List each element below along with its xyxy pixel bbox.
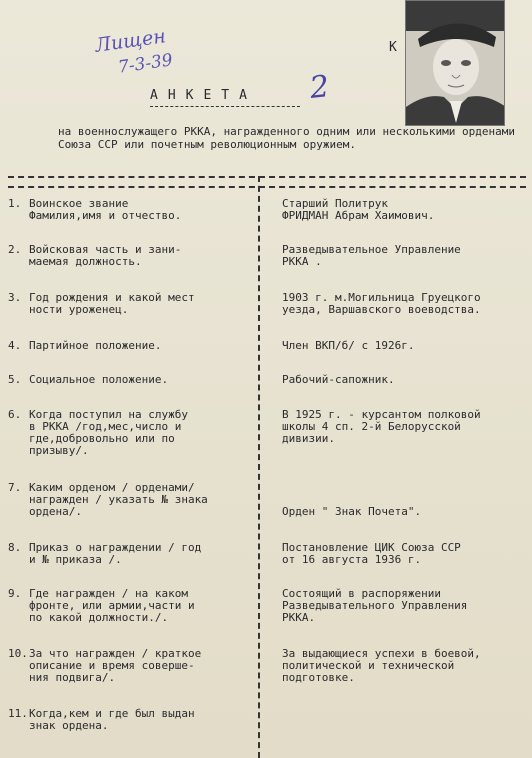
handwritten-name: Лищен — [93, 25, 168, 57]
row-number: 3. — [8, 291, 22, 304]
row-number: 8. — [8, 541, 22, 554]
header-rule-bottom — [8, 186, 526, 188]
row-answer: В 1925 г. - курсантом полковой школы 4 сп. 2-й Белорусской дивизии. — [282, 408, 481, 445]
row-answer: Разведывательное Управление РККА . — [282, 243, 461, 268]
row-answer: Состоящий в распоряжении Разведывательного Управления РККА. — [282, 587, 468, 624]
row-number: 1. — [8, 197, 22, 210]
row-question: За что награжден / краткое описание и время соверше- ния подвига/. — [29, 647, 202, 684]
row-question: Когда поступил на службу в РККА /год,мес,число и где,добровольно или по призыву/. — [29, 408, 188, 457]
row-number: 11. — [8, 707, 28, 720]
row-number: 10. — [8, 647, 28, 660]
row-question: Воинское звание Фамилия,имя и отчество. — [29, 197, 182, 222]
handwritten-number: 2 — [308, 69, 331, 106]
title-underline — [150, 106, 300, 107]
row-number: 9. — [8, 587, 22, 600]
corner-mark: К — [389, 40, 397, 55]
row-question: Где награжден / на каком фронте, или армии,части и по какой должности./. — [29, 587, 195, 624]
row-number: 5. — [8, 373, 22, 386]
row-question: Год рождения и какой мест ности уроженец. — [29, 291, 195, 316]
row-answer: Член ВКП/б/ с 1926г. — [282, 339, 415, 352]
row-question: Партийное положение. — [29, 339, 162, 352]
handwritten-date: 7-3-39 — [116, 50, 174, 78]
row-answer: Старший Политрук ФРИДМАН Абрам Хаимович. — [282, 197, 435, 222]
row-answer: За выдающиеся успехи в боевой, политической и технической подготовке. — [282, 647, 481, 684]
column-divider — [258, 176, 260, 758]
header-rule-top — [8, 176, 526, 178]
row-number: 4. — [8, 339, 22, 352]
row-answer: Орден " Знак Почета". — [282, 505, 422, 518]
row-answer: Постановление ЦИК Союза ССР от 16 августа 1936 г. — [282, 541, 461, 566]
row-answer: 1903 г. м.Могильница Груецкого уезда, Варшавского воеводства. — [282, 291, 481, 316]
portrait-photo-image — [406, 1, 505, 126]
row-question: Приказ о награждении / год и № приказа /. — [29, 541, 202, 566]
row-question: Каким орденом / орденами/ награжден / указать № знака ордена/. — [29, 481, 208, 518]
document-title: АНКЕТА — [150, 88, 257, 103]
row-question: Социальное положение. — [29, 373, 169, 386]
portrait-photo — [405, 0, 505, 126]
row-answer: Рабочий-сапожник. — [282, 373, 395, 386]
row-question: Когда,кем и где был выдан знак ордена. — [29, 707, 195, 732]
row-number: 7. — [8, 481, 22, 494]
row-question: Войсковая часть и зани- маемая должность. — [29, 243, 182, 268]
document-subtitle: на военнослужащего РККА, награжденного одним или несколькими орденами Союза ССР или почетным революционным оружием. — [58, 125, 515, 151]
row-number: 6. — [8, 408, 22, 421]
row-number: 2. — [8, 243, 22, 256]
